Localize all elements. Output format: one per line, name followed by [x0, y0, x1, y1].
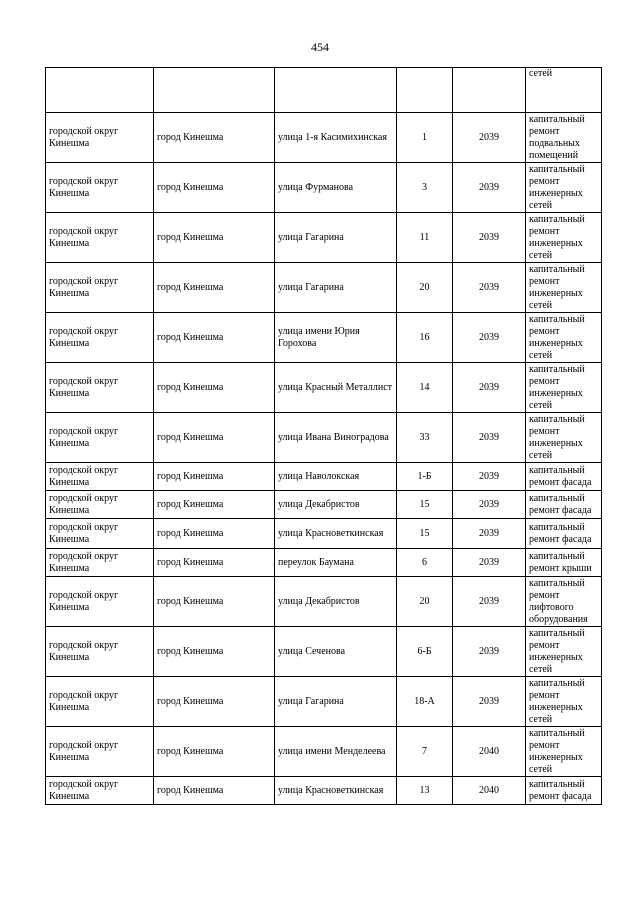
cell-house: 6-Б: [397, 627, 453, 677]
cell-work: капитальный ремонт инженерных сетей: [526, 313, 602, 363]
cell-city: город Кинешма: [154, 113, 275, 163]
table-row: [46, 313, 602, 363]
cell-year: 2039: [453, 163, 526, 213]
cell-house: 6: [397, 549, 453, 577]
table-row: [46, 677, 602, 727]
cell-year: [453, 68, 526, 113]
cell-year: 2040: [453, 777, 526, 805]
table-row: [46, 491, 602, 519]
table-row: [46, 213, 602, 263]
cell-work: капитальный ремонт инженерных сетей: [526, 213, 602, 263]
cell-street: улица имени Менделеева: [275, 727, 397, 777]
cell-house: 15: [397, 491, 453, 519]
table-row: [46, 549, 602, 577]
cell-district: городской округ Кинешма: [46, 363, 154, 413]
cell-street: переулок Баумана: [275, 549, 397, 577]
cell-street: улица 1-я Касимихинская: [275, 113, 397, 163]
cell-city: город Кинешма: [154, 777, 275, 805]
table-row: [46, 777, 602, 805]
cell-district: городской округ Кинешма: [46, 777, 154, 805]
cell-street: улица Гагарина: [275, 213, 397, 263]
cell-district: городской округ Кинешма: [46, 463, 154, 491]
cell-city: город Кинешма: [154, 313, 275, 363]
cell-house: 1-Б: [397, 463, 453, 491]
cell-city: город Кинешма: [154, 677, 275, 727]
cell-work: капитальный ремонт фасада: [526, 777, 602, 805]
cell-year: 2039: [453, 413, 526, 463]
cell-district: [46, 68, 154, 113]
cell-street: [275, 68, 397, 113]
cell-house: 1: [397, 113, 453, 163]
table-row: [46, 727, 602, 777]
cell-year: 2039: [453, 577, 526, 627]
cell-district: городской округ Кинешма: [46, 727, 154, 777]
cell-street: улица Гагарина: [275, 263, 397, 313]
table-row: [46, 163, 602, 213]
table-row: [46, 413, 602, 463]
cell-city: город Кинешма: [154, 263, 275, 313]
cell-work: капитальный ремонт инженерных сетей: [526, 413, 602, 463]
cell-street: улица Декабристов: [275, 577, 397, 627]
cell-street: улица Красноветкинская: [275, 519, 397, 549]
cell-street: улица имени Юрия Горохова: [275, 313, 397, 363]
cell-street: улица Декабристов: [275, 491, 397, 519]
cell-house: [397, 68, 453, 113]
table-row: [46, 363, 602, 413]
cell-district: городской округ Кинешма: [46, 549, 154, 577]
cell-district: городской округ Кинешма: [46, 213, 154, 263]
cell-year: 2039: [453, 363, 526, 413]
cell-house: 7: [397, 727, 453, 777]
table-row-continued: [46, 68, 602, 113]
cell-city: [154, 68, 275, 113]
cell-house: 15: [397, 519, 453, 549]
cell-house: 14: [397, 363, 453, 413]
cell-work: капитальный ремонт лифтового оборудования: [526, 577, 602, 627]
cell-city: город Кинешма: [154, 413, 275, 463]
cell-house: 33: [397, 413, 453, 463]
cell-district: городской округ Кинешма: [46, 313, 154, 363]
cell-city: город Кинешма: [154, 163, 275, 213]
cell-city: город Кинешма: [154, 491, 275, 519]
cell-street: улица Красный Металлист: [275, 363, 397, 413]
cell-house: 16: [397, 313, 453, 363]
cell-street: улица Фурманова: [275, 163, 397, 213]
cell-city: город Кинешма: [154, 213, 275, 263]
table-row: [46, 463, 602, 491]
cell-house: 20: [397, 577, 453, 627]
repair-schedule-table: [45, 67, 602, 805]
cell-house: 11: [397, 213, 453, 263]
cell-year: 2039: [453, 213, 526, 263]
cell-street: улица Сеченова: [275, 627, 397, 677]
cell-work: капитальный ремонт инженерных сетей: [526, 727, 602, 777]
cell-work: сетей: [526, 68, 602, 113]
cell-year: 2039: [453, 549, 526, 577]
cell-city: город Кинешма: [154, 549, 275, 577]
cell-house: 18-А: [397, 677, 453, 727]
cell-work: капитальный ремонт крыши: [526, 549, 602, 577]
cell-house: 20: [397, 263, 453, 313]
cell-year: 2039: [453, 263, 526, 313]
cell-work: капитальный ремонт фасада: [526, 491, 602, 519]
cell-street: улица Ивана Виноградова: [275, 413, 397, 463]
cell-work: капитальный ремонт инженерных сетей: [526, 627, 602, 677]
cell-work: капитальный ремонт фасада: [526, 463, 602, 491]
cell-year: 2039: [453, 463, 526, 491]
table-row: [46, 519, 602, 549]
cell-district: городской округ Кинешма: [46, 413, 154, 463]
cell-district: городской округ Кинешма: [46, 263, 154, 313]
cell-year: 2039: [453, 627, 526, 677]
table-row: [46, 263, 602, 313]
cell-year: 2039: [453, 519, 526, 549]
cell-year: 2039: [453, 491, 526, 519]
cell-house: 3: [397, 163, 453, 213]
cell-district: городской округ Кинешма: [46, 163, 154, 213]
page-number: 454: [311, 40, 329, 54]
cell-street: улица Гагарина: [275, 677, 397, 727]
cell-work: капитальный ремонт инженерных сетей: [526, 263, 602, 313]
cell-city: город Кинешма: [154, 363, 275, 413]
cell-work: капитальный ремонт инженерных сетей: [526, 677, 602, 727]
table-row: [46, 627, 602, 677]
cell-city: город Кинешма: [154, 577, 275, 627]
cell-district: городской округ Кинешма: [46, 491, 154, 519]
cell-work: капитальный ремонт инженерных сетей: [526, 363, 602, 413]
cell-year: 2039: [453, 113, 526, 163]
cell-work: капитальный ремонт подвальных помещений: [526, 113, 602, 163]
cell-city: город Кинешма: [154, 627, 275, 677]
cell-district: городской округ Кинешма: [46, 677, 154, 727]
table-body: [46, 68, 602, 805]
cell-year: 2040: [453, 727, 526, 777]
cell-district: городской округ Кинешма: [46, 519, 154, 549]
table-row: [46, 113, 602, 163]
cell-year: 2039: [453, 677, 526, 727]
cell-street: улица Наволокская: [275, 463, 397, 491]
cell-house: 13: [397, 777, 453, 805]
cell-city: город Кинешма: [154, 519, 275, 549]
cell-district: городской округ Кинешма: [46, 577, 154, 627]
cell-city: город Кинешма: [154, 463, 275, 491]
cell-city: город Кинешма: [154, 727, 275, 777]
cell-year: 2039: [453, 313, 526, 363]
cell-work: капитальный ремонт инженерных сетей: [526, 163, 602, 213]
cell-district: городской округ Кинешма: [46, 627, 154, 677]
cell-work: капитальный ремонт фасада: [526, 519, 602, 549]
cell-district: городской округ Кинешма: [46, 113, 154, 163]
cell-street: улица Красноветкинская: [275, 777, 397, 805]
table-row: [46, 577, 602, 627]
